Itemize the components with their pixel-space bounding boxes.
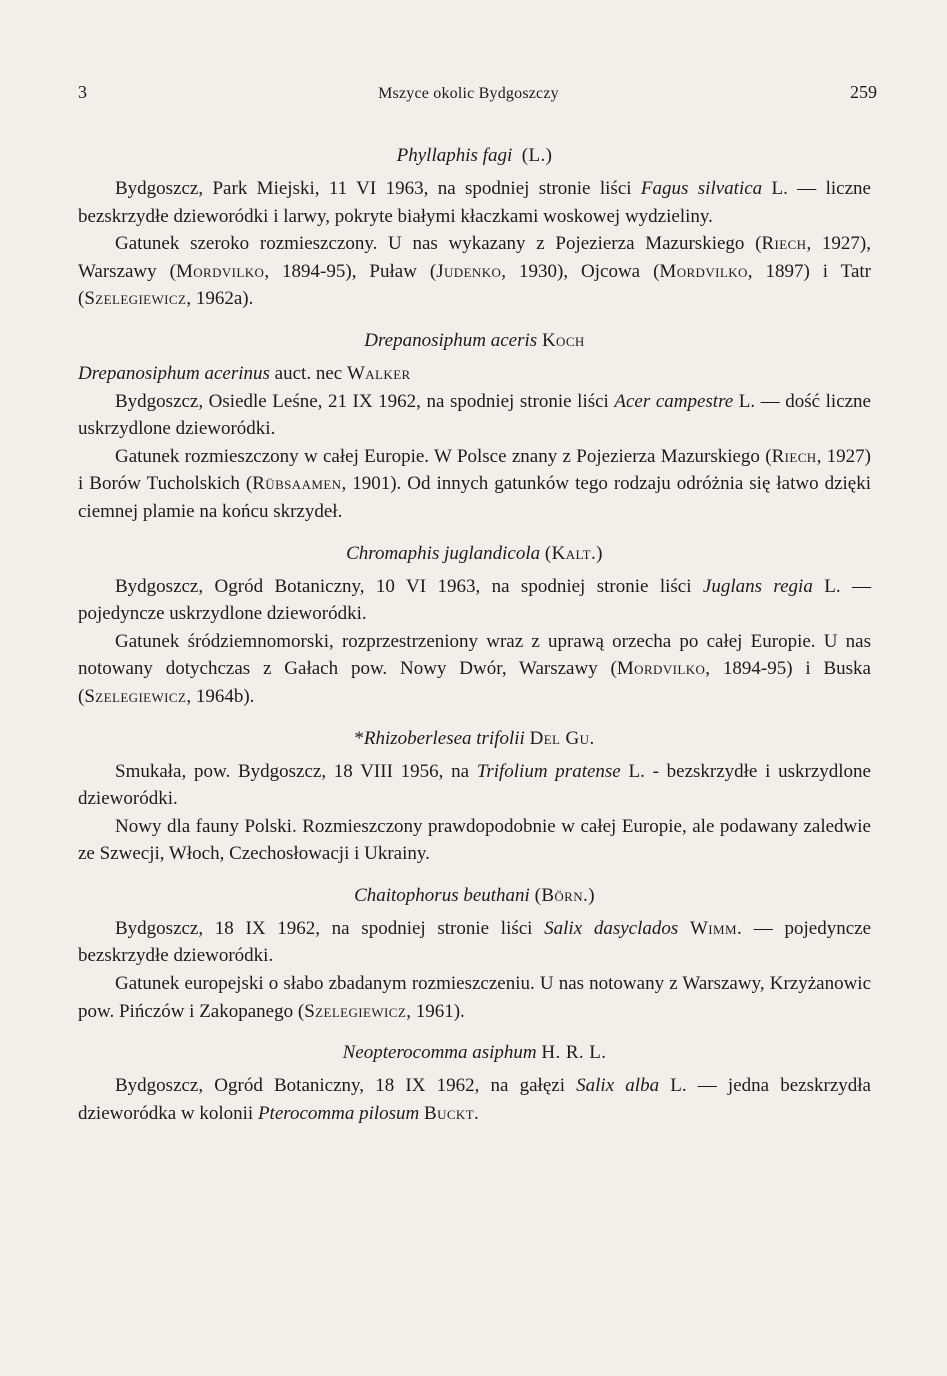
species-section (78, 540, 871, 711)
new-record-mark: * (354, 727, 364, 749)
cited-author: Wimm. (689, 917, 743, 939)
species-name: Neopterocomma asiphum (342, 1042, 537, 1064)
species-heading (78, 142, 871, 169)
species-name: Rhizoberlesea trifolii (363, 727, 525, 749)
record-paragraph (78, 388, 871, 443)
distribution-paragraph (78, 443, 871, 526)
cited-author: Judenko (436, 260, 502, 282)
species-author-text: (Kalt.) (544, 542, 603, 564)
text-run: , 1894-95) i Buska ( (78, 658, 871, 707)
record-paragraph (78, 175, 871, 230)
text-run: Gatunek rozmieszczony w całej Europie. W Polsce znany z Pojezierza Mazurskiego ( (115, 445, 772, 467)
text-run: , 1897) i Tatr ( (78, 260, 872, 310)
text-run: Bydgoszcz, Ogród Botaniczny, 10 VI 1963, na spodniej stronie liści (115, 575, 703, 597)
cited-author: Mordvilko (616, 658, 706, 680)
text-run: Gatunek szeroko rozmieszczony. U nas wykazany z Pojezierza Mazurskiego ( (115, 233, 762, 255)
taxon-name: Salix dasyclados (544, 917, 679, 939)
species-name: Phyllaphis fagi (396, 145, 513, 166)
species-heading (78, 1039, 871, 1066)
text-run: L. — pojedyncze uskrzydlone dzieworódki. (78, 575, 872, 625)
text-run: , 1962a). (186, 288, 254, 310)
text-run: auct. nec (269, 362, 347, 384)
species-heading (78, 882, 871, 909)
cited-author: Mordvilko (175, 260, 265, 282)
species-section (78, 142, 871, 313)
text-run: , 1930), Ojcowa ( (501, 260, 660, 282)
cited-author: Rübsaamen (252, 473, 342, 495)
text-run: L. — dość liczne uskrzydlone dzieworódki. (78, 390, 871, 440)
text-run: , 1901). Od innych gatunków tego rodzaju odróżnia się łatwo dzięki ciemnej plamie na końcu skrzydeł. (78, 473, 871, 522)
cited-author: Szelegiewicz (304, 1000, 407, 1022)
taxon-name: Pterocomma pilosum (257, 1102, 420, 1124)
text-run: , 1964b). (186, 685, 255, 707)
record-paragraph (78, 915, 871, 970)
cited-author: Riech (771, 445, 817, 467)
section-number: 3 (78, 82, 87, 102)
text-run: — pojedyncze bezskrzydłe dzieworódki. (78, 917, 872, 967)
species-heading (78, 725, 871, 752)
distribution-paragraph (78, 970, 871, 1025)
species-author-text: (Börn.) (534, 884, 595, 906)
species-author-text: H. R. L. (541, 1042, 607, 1064)
record-paragraph (78, 573, 871, 628)
cited-author: Mordvilko (659, 260, 748, 282)
text-run: , 1961). (406, 1000, 465, 1022)
page-number: 259 (849, 82, 877, 102)
species-author-text: Del Gu. (529, 727, 595, 749)
text-run: , 1927) i Borów Tucholskich ( (78, 445, 872, 495)
taxon-name: Acer campestre (614, 390, 734, 412)
synonym-line (78, 360, 871, 388)
running-title: Mszyce okolic Bydgoszczy (378, 85, 559, 102)
species-heading (78, 540, 871, 567)
cited-author: Szelegiewicz (84, 685, 187, 707)
text-run: Gatunek europejski o słabo zbadanym rozmieszczeniu. U nas notowany z Warszawy, Krzyżanowic pow. Pińczów i Zakopanego ( (78, 973, 871, 1022)
record-paragraph (78, 758, 871, 813)
taxon-name: Fagus silvatica (640, 178, 763, 199)
taxon-name: Salix alba (576, 1075, 660, 1097)
running-head (78, 82, 877, 112)
cited-author: Walker (346, 362, 411, 384)
species-heading (78, 327, 871, 354)
species-section (78, 725, 871, 868)
record-paragraph (78, 1072, 871, 1127)
species-author-text: (L.) (521, 145, 553, 166)
text-run: Bydgoszcz, 18 IX 1962, na spodniej stronie liści (115, 917, 545, 939)
synonym-name: Drepanosiphum acerinus (78, 362, 270, 384)
species-name: Chromaphis juglandicola (346, 542, 541, 564)
species-section (78, 882, 871, 1025)
species-section (78, 1039, 871, 1127)
text-run: , 1894-95), Puław ( (264, 260, 437, 282)
text-run: Nowy dla fauny Polski. Rozmieszczony prawdopodobnie w całej Europie, ale podawany zaledwie ze Szwecji, Włoch, Czechosłowacji i Ukrainy. (78, 815, 871, 865)
distribution-paragraph (78, 628, 871, 711)
taxon-name: Trifolium pratense (476, 760, 621, 782)
species-section (78, 327, 871, 526)
species-name: Chaitophorus beuthani (354, 884, 530, 906)
text-run: Gatunek śródziemnomorski, rozprzestrzeniony wraz z uprawą orzecha po całej Europie. U nas notowany dotychczas z Gałach pow. Nowy Dwór, Warszawy ( (78, 630, 871, 680)
cited-author: Buckt. (424, 1102, 480, 1124)
cited-author: Szelegiewicz (84, 288, 187, 310)
text-run: , 1927), Warszawy ( (78, 233, 872, 282)
taxon-name: Juglans regia (702, 575, 813, 597)
cited-author: Riech (761, 233, 807, 255)
distribution-paragraph (78, 230, 871, 313)
text-run: L. — jedna bezskrzydła dzieworódka w kolonii (78, 1075, 871, 1124)
text-run: Bydgoszcz, Park Miejski, 11 VI 1963, na spodniej stronie liści (115, 178, 641, 199)
text-run: Bydgoszcz, Ogród Botaniczny, 18 IX 1962, na gałęzi (115, 1075, 577, 1097)
species-name: Drepanosiphum aceris (364, 329, 538, 351)
distribution-paragraph (78, 813, 871, 868)
species-author-text: Koch (541, 329, 585, 351)
text-run: Smukała, pow. Bydgoszcz, 18 VIII 1956, na (115, 760, 477, 782)
text-run: Bydgoszcz, Osiedle Leśne, 21 IX 1962, na spodniej stronie liści (115, 390, 615, 412)
text-run: L. - bezskrzydłe i uskrzydlone dzieworódki. (78, 760, 871, 810)
text-run: L. — liczne bezskrzydłe dzieworódki i larwy, pokryte białymi kłaczkami woskowej wydzieliny. (78, 178, 871, 227)
